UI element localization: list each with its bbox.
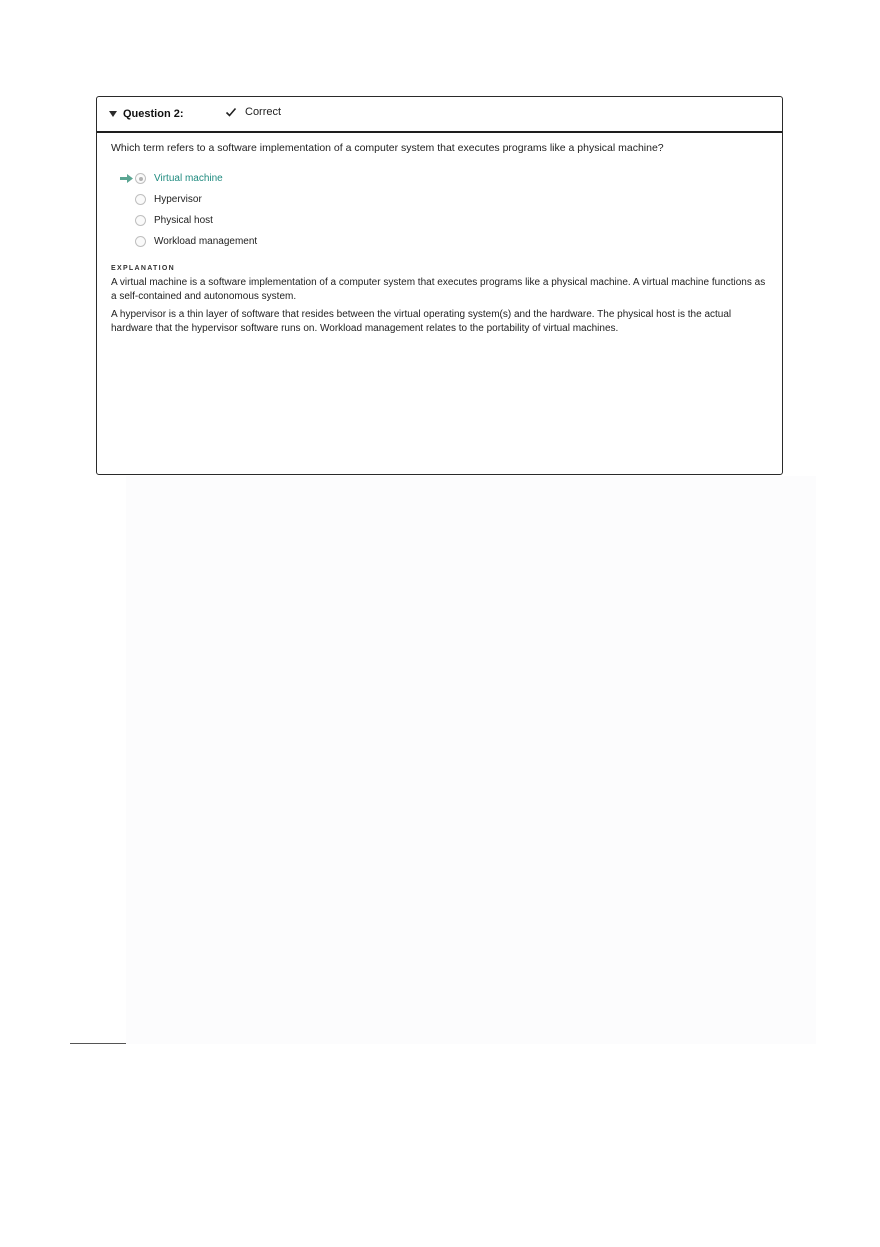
result-status [225,106,281,118]
option-hypervisor[interactable] [111,189,768,210]
caret-down-icon[interactable] [109,111,117,117]
question-title: Question 2: [123,108,184,120]
explanation-paragraph: A hypervisor is a thin layer of software that resides between the virtual operating system(s) and the hardware. The physical host is the actual hardware that the hypervisor software runs on. Workload management relates to the portability of virtual machines. [111,309,732,334]
option-label: Hypervisor [154,194,202,205]
explanation-section [111,265,768,336]
check-icon [225,106,237,118]
radio-button[interactable] [135,236,146,247]
radio-button[interactable] [135,173,146,184]
option-label: Physical host [154,215,213,226]
explanation-heading: EXPLANATION [111,265,175,272]
status-label: Correct [245,106,282,118]
question-prompt: Which term refers to a software implementation of a computer system that executes programs like a physical machine? [111,142,664,154]
option-label: Virtual machine [154,173,223,184]
option-physical-host[interactable] [111,210,768,231]
footer-divider [70,1043,126,1044]
question-card [96,96,783,475]
radio-button[interactable] [135,194,146,205]
option-label: Workload management [154,236,258,247]
question-header[interactable] [97,97,782,133]
page-background [126,476,816,1044]
radio-button[interactable] [135,215,146,226]
answer-options [111,168,768,252]
option-virtual-machine[interactable] [111,168,768,189]
option-workload-management[interactable] [111,231,768,252]
explanation-paragraph: A virtual machine is a software implementation of a computer system that executes programs like a physical machine. A virtual machine functions as a self-contained and autonomous system. [111,277,766,302]
question-body [97,133,782,336]
arrow-right-icon [120,174,133,183]
